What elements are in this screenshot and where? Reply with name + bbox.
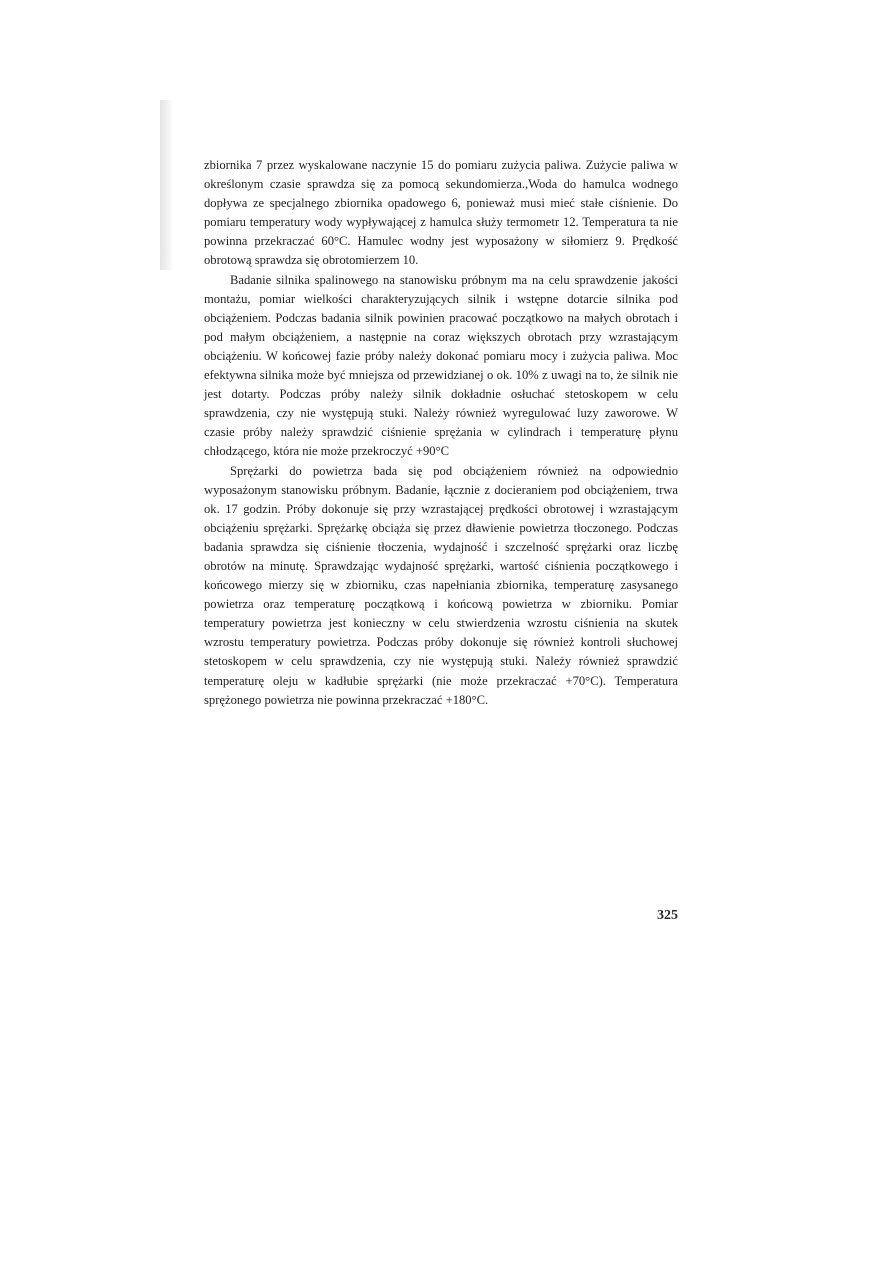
paragraph-3: Sprężarki do powietrza bada się pod obciążeniem również na odpowiednio wyposażonym stanowisku próbnym. Badanie, łącznie z docieraniem pod obciążeniem, trwa ok. 17 godzin. Próby dokonuje się przy wzrastającej prędkości obrotowej i wzrastającym obciążeniu sprężarki. Sprężarkę obciąża się przez dławienie powietrza tłoczonego. Podczas badania sprawdza się ciśnienie tłoczenia, wydajność i szczelność sprężarki oraz liczbę obrotów na minutę. Sprawdzając wydajność sprężarki, wartość ciśnienia początkowego i końcowego mierzy się w zbiorniku, czas napełniania zbiornika, temperaturę zasysanego powietrza oraz temperaturę początkową i końcową powietrza w zbiorniku. Pomiar temperatury powietrza jest konieczny w celu stwierdzenia wzrostu ciśnienia na skutek wzrostu temperatury powietrza. Podczas próby dokonuje się również kontroli słuchowej stetoskopem w celu sprawdzenia, czy nie występują stuki. Należy również sprawdzić temperaturę oleju w kadłubie sprężarki (nie może przekraczać +70°C). Temperatura sprężonego powietrza nie powinna przekraczać +180°C. (204, 463, 678, 707)
page-number: 325 (657, 908, 678, 923)
page-body (204, 156, 678, 896)
paragraph-1: zbiornika 7 przez wyskalowane naczynie 15 do pomiaru zużycia paliwa. Zużycie paliwa w określonym czasie sprawdza się za pomocą sekundomierza.,Woda do hamulca wodnego dopływa ze specjalnego zbiornika opadowego 6, ponieważ musi mieć stałe ciśnienie. Do pomiaru temperatury wody wypływającej z hamulca służy termometr 12. Temperatura ta nie powinna przekraczać 60°C. Hamulec wodny jest wyposażony w siłomierz 9. Prędkość obrotową sprawdza się obrotomierzem 10. (204, 158, 678, 268)
scan-edge-shadow (160, 100, 174, 270)
paragraph-2: Badanie silnika spalinowego na stanowisku próbnym ma na celu sprawdzenie jakości montażu, pomiar wielkości charakteryzujących silnik i wstępne dotarcie silnika pod obciążeniem. Podczas badania silnik powinien pracować początkowo na małych obrotach i pod małym obciążeniem, a następnie na coraz większych obrotach przy wzrastającym obciążeniu. W końcowej fazie próby należy dokonać pomiaru mocy i zużycia paliwa. Moc efektywna silnika może być mniejsza od przewidzianej o ok. 10% z uwagi na to, że silnik nie jest dotarty. Podczas próby należy silnik dokładnie osłuchać stetoskopem w celu sprawdzenia, czy nie występują stuki. Należy również wyregulować luzy zaworowe. W czasie próby należy sprawdzić ciśnienie sprężania w cylindrach i temperaturę płynu chłodzącego, która nie może przekroczyć +90°C (204, 272, 678, 459)
